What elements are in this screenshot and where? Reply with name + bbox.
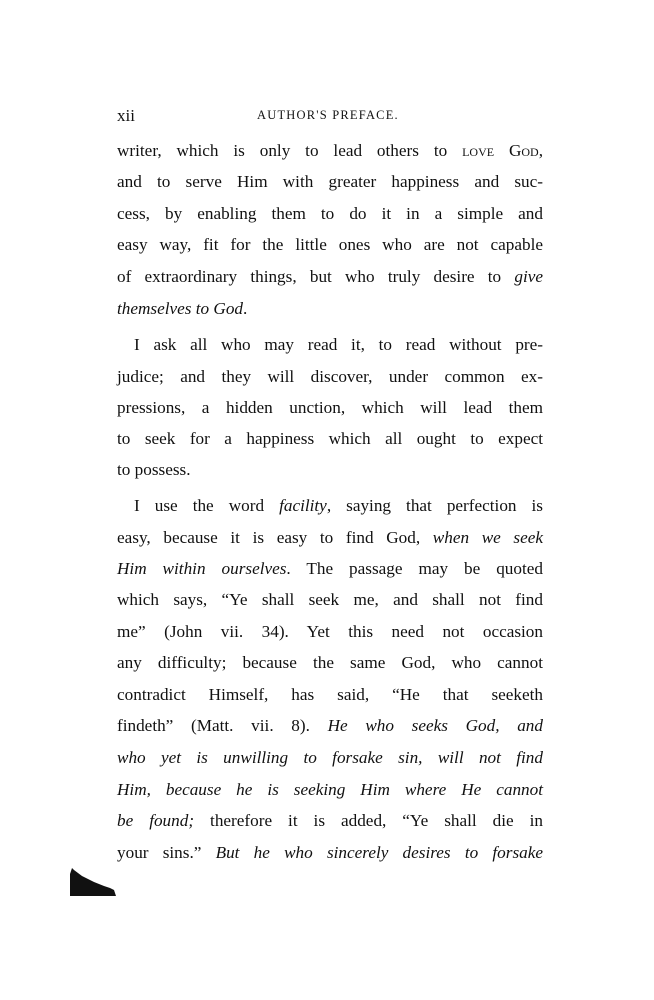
italic-text: Him, because he is seeking Him where He cannot — [117, 780, 543, 799]
small-caps-text: love God — [462, 141, 539, 160]
text-line — [117, 652, 543, 674]
italic-text: who yet is unwilling to forsake sin, will not find — [117, 748, 543, 767]
italic-text: give — [514, 267, 543, 286]
italic-text: Him within ourselves — [117, 559, 287, 578]
text-segment: , saying that perfection is — [326, 496, 543, 515]
text-segment: findeth” (Matt. vii. 8). — [117, 716, 328, 735]
text-line — [117, 366, 543, 388]
scan-artifact — [70, 868, 116, 896]
text-segment: easy, because it is easy to find God, — [117, 528, 433, 547]
text-line — [117, 171, 543, 193]
text-line — [117, 203, 543, 225]
text-line — [117, 747, 543, 769]
running-title: AUTHOR'S PREFACE. — [257, 108, 399, 122]
text-segment: I use the word — [134, 496, 280, 515]
text-segment: which says, “Ye shall seek me, and shall not find — [117, 590, 543, 609]
text-line — [117, 495, 543, 517]
text-line — [117, 558, 543, 580]
italic-text: facility — [279, 496, 327, 515]
text-segment: , — [538, 141, 543, 160]
page-number: xii — [117, 106, 135, 125]
text-segment: contradict Himself, has said, “He that seeketh — [117, 685, 543, 704]
text-segment: to possess. — [117, 460, 191, 479]
text-segment: easy way, fit for the little ones who are not capable — [117, 235, 543, 254]
running-header — [117, 106, 543, 130]
text-segment: and to serve Him with greater happiness and suc- — [117, 172, 543, 191]
text-segment: therefore it is added, “Ye shall die in — [194, 811, 543, 830]
text-segment: judice; and they will discover, under common ex- — [117, 367, 543, 386]
text-segment: your sins.” — [117, 843, 216, 862]
italic-text: He who seeks God, and — [327, 716, 543, 735]
italic-text: be found; — [117, 811, 195, 830]
text-segment: writer, which is only to lead others to — [117, 141, 463, 160]
text-line — [117, 621, 543, 643]
text-line — [117, 527, 543, 549]
text-line — [117, 715, 543, 737]
text-segment: . The passage may be quoted — [286, 559, 543, 578]
text-line — [117, 397, 543, 419]
text-line — [117, 842, 543, 864]
text-line — [117, 684, 543, 706]
text-line — [117, 266, 543, 288]
text-line — [117, 234, 543, 256]
text-line — [117, 428, 543, 450]
italic-text: when we seek — [432, 528, 543, 547]
text-segment: me” (John vii. 34). Yet this need not occasion — [117, 622, 543, 641]
text-line — [117, 589, 543, 611]
text-segment: I ask all who may read it, to read without pre- — [134, 335, 543, 354]
text-segment: to seek for a happiness which all ought to expect — [117, 429, 543, 448]
text-segment: cess, by enabling them to do it in a simple and — [117, 204, 543, 223]
text-line — [117, 140, 543, 162]
text-segment: pressions, a hidden unction, which will lead them — [117, 398, 543, 417]
italic-text: But he who sincerely desires to forsake — [215, 843, 543, 862]
text-line — [117, 298, 543, 320]
text-segment: of extraordinary things, but who truly desire to — [117, 267, 515, 286]
text-line — [117, 459, 543, 481]
italic-text: themselves to God — [117, 299, 244, 318]
text-line — [117, 810, 543, 832]
text-segment: any difficulty; because the same God, who cannot — [117, 653, 543, 672]
text-line — [117, 779, 543, 801]
text-segment: . — [243, 299, 248, 318]
text-line — [117, 334, 543, 356]
